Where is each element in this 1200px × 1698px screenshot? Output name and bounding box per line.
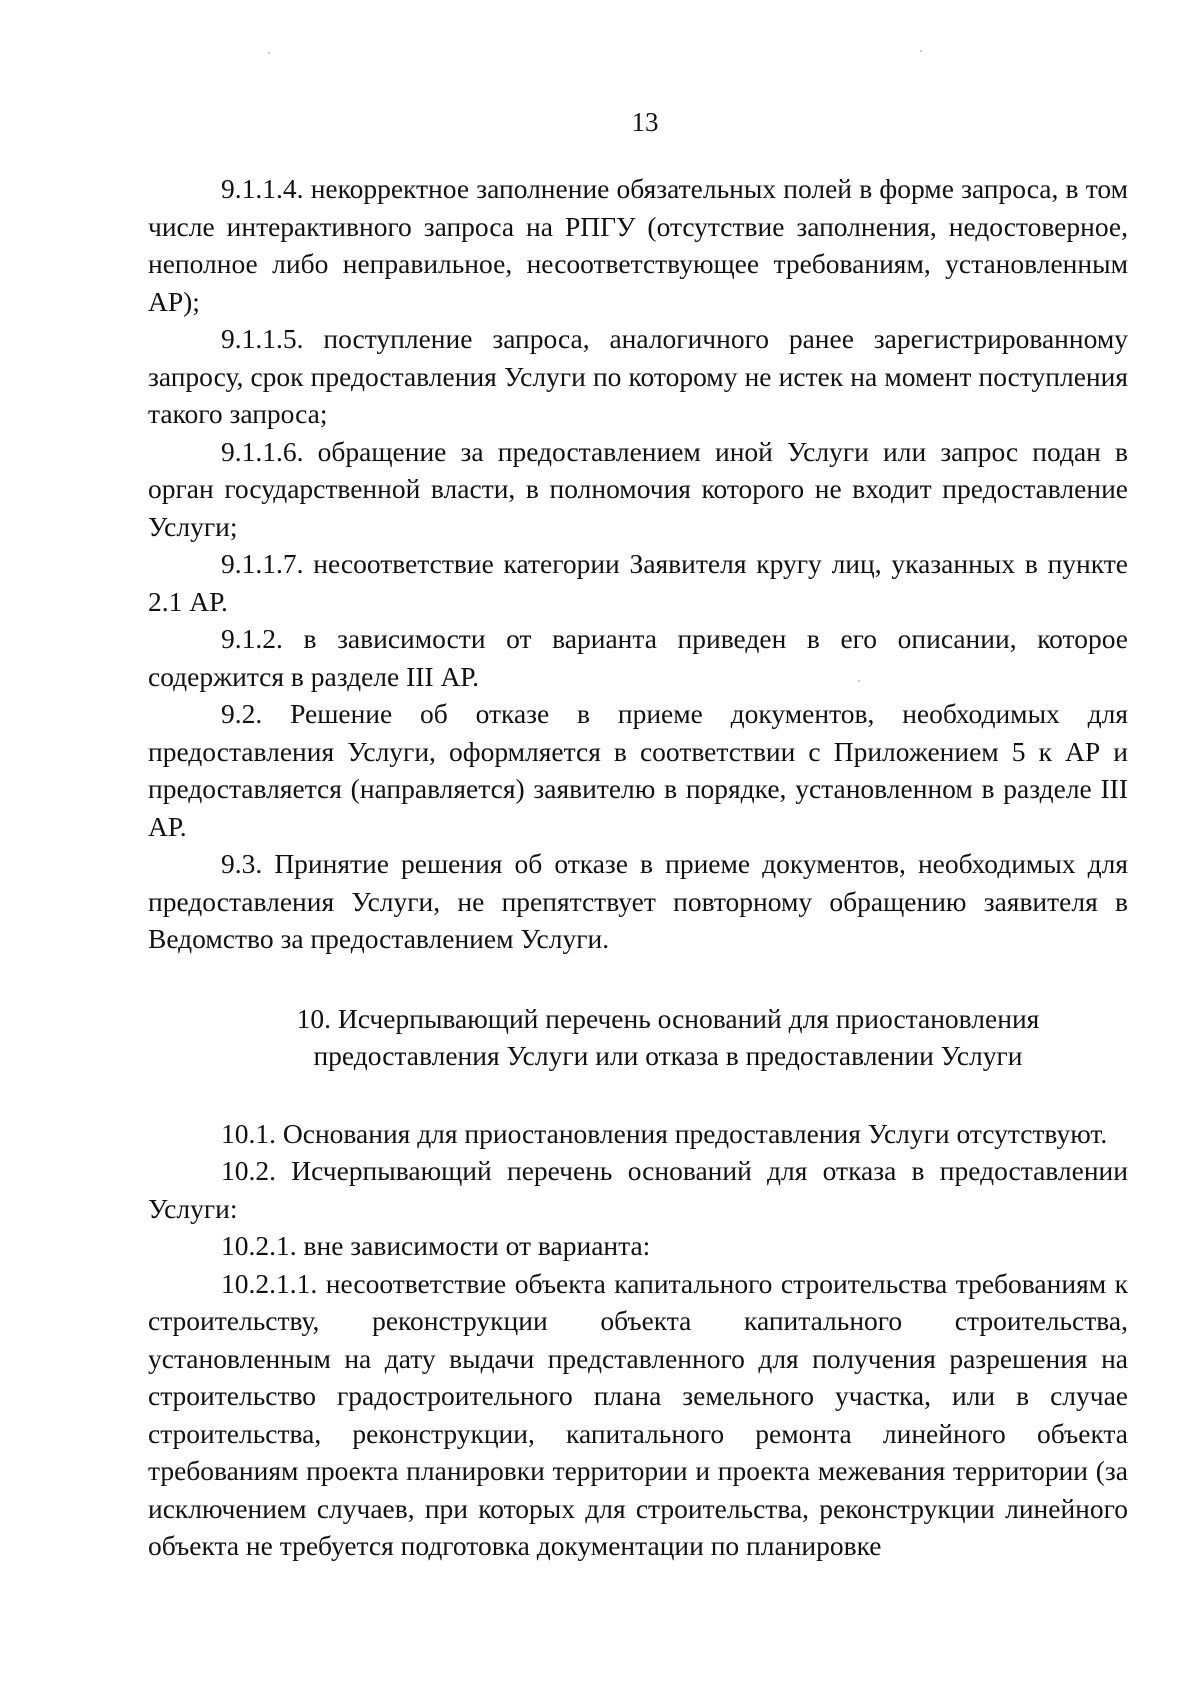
paragraph-9-1-1-7: 9.1.1.7. несоответствие категории Заявителя кругу лиц, указанных в пункте 2.1 АР.	[148, 548, 1128, 617]
paragraph-9-1-2: 9.1.2. в зависимости от варианта приведен в его описании, которое содержится в разделе III АР.	[148, 623, 1128, 692]
paragraph-10-2-1-1: 10.2.1.1. несоответствие объекта капитального строительства требованиям к строительству, реконструкции объекта капитального строительства, установленным на дату выдачи представленного для получения разрешения на строительство градостроительного плана земельного участка, или в случае строительства, реконструкции, капитального ремонта линейного объекта требованиям проекта планировки территории и проекта межевания территории (за исключением случаев, при которых для строительства, реконструкции линейного объекта не требуется подготовка документации по планировке	[148, 1267, 1128, 1561]
paragraph-9-3: 9.3. Принятие решения об отказе в приеме документов, необходимых для предоставления Услуги, не препятствует повторному обращению заявителя в Ведомство за предоставлением Услуги.	[148, 848, 1128, 954]
document-body	[148, 170, 1128, 1565]
scan-speck	[268, 52, 270, 54]
paragraph-10-2: 10.2. Исчерпывающий перечень оснований для отказа в предоставлении Услуги:	[148, 1155, 1128, 1224]
section-heading	[148, 1000, 1128, 1075]
paragraph-9-1-1-4: 9.1.1.4. некорректное заполнение обязательных полей в форме запроса, в том числе интерактивного запроса на РПГУ (отсутствие заполнения, недостоверное, неполное либо неправильное, несоответствующее требованиям, установленным АР);	[148, 173, 1128, 317]
paragraph-10-1: 10.1. Основания для приостановления предоставления Услуги отсутствуют.	[221, 1117, 1108, 1149]
paragraph-9-1-1-6: 9.1.1.6. обращение за предоставлением иной Услуги или запрос подан в орган государственной власти, в полномочия которого не входит предоставление Услуги;	[148, 435, 1128, 542]
scan-speck	[920, 50, 922, 52]
section-heading-line-2: предоставления Услуги или отказа в предоставлении Услуги	[313, 1040, 1023, 1071]
page-number: 13	[631, 107, 659, 137]
paragraph-9-2: 9.2. Решение об отказе в приеме документов, необходимых для предоставления Услуги, оформляется в соответствии с Приложением 5 к АР и предоставляется (направляется) заявителю в порядке, установленном в разделе III АР.	[148, 698, 1128, 842]
paragraph-9-1-1-5: 9.1.1.5. поступление запроса, аналогичного ранее зарегистрированному запросу, срок предоставления Услуги по которому не истек на момент поступления такого запроса;	[148, 323, 1128, 429]
section-heading-line-1: 10. Исчерпывающий перечень оснований для приостановления	[296, 1002, 1040, 1034]
paragraph-10-2-1: 10.2.1. вне зависимости от варианта:	[221, 1230, 651, 1261]
